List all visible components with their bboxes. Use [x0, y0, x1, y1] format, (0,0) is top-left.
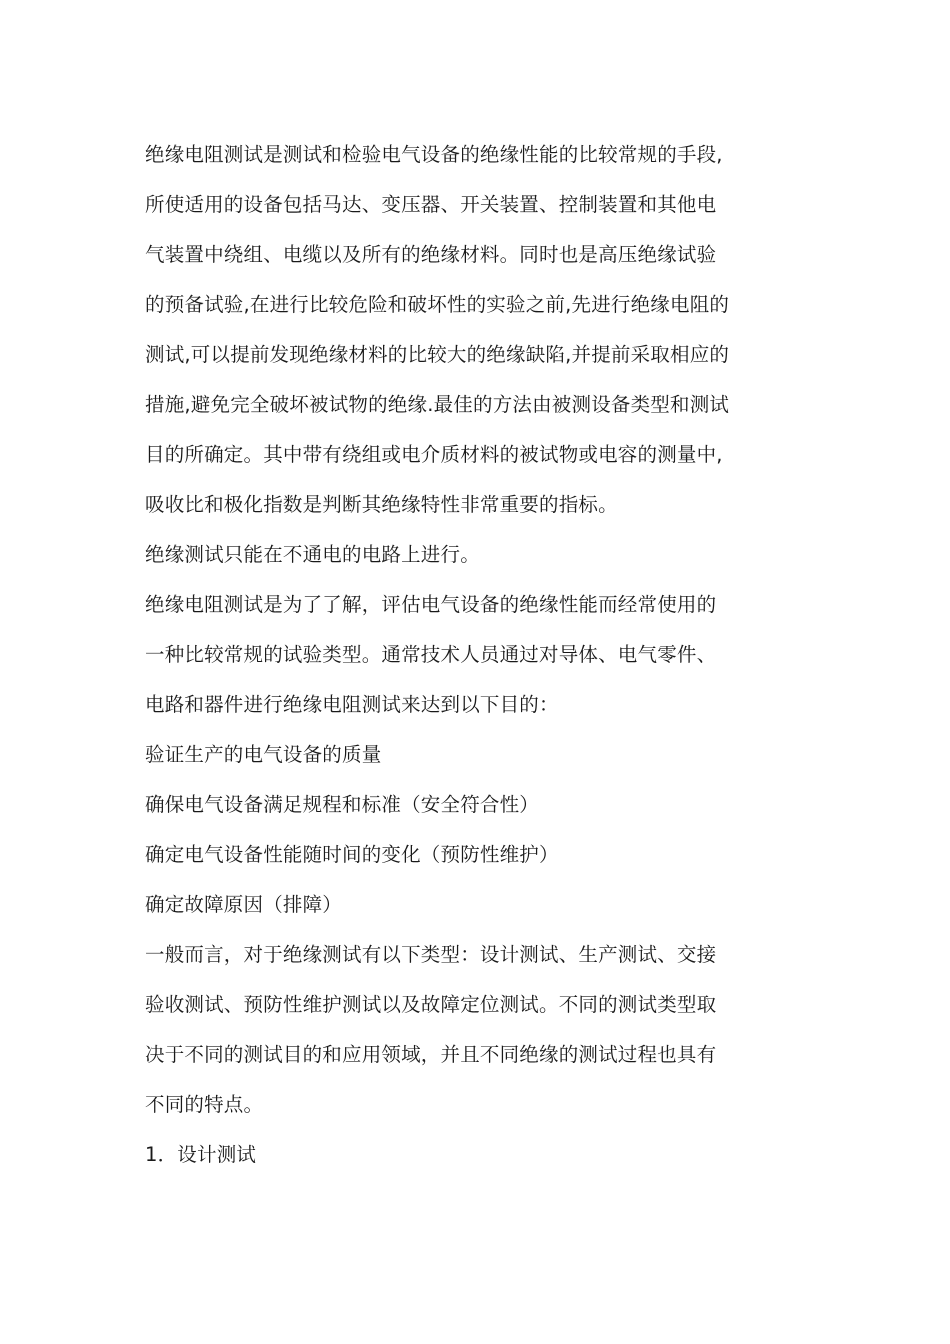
paragraph-test-types [145, 930, 810, 1130]
text-line: 1．设计测试 [145, 1143, 257, 1166]
text-line: 测试,可以提前发现绝缘材料的比较大的绝缘缺陷,并提前采取相应的 [145, 343, 730, 366]
text-line: 一种比较常规的试验类型。通常技术人员通过对导体、电气零件、 [145, 643, 717, 666]
text-line: 不同的特点。 [145, 1093, 264, 1116]
purpose-item [145, 730, 810, 780]
paragraph-intro [145, 130, 810, 530]
text-line: 气装置中绕组、电缆以及所有的绝缘材料。同时也是高压绝缘试验 [145, 243, 717, 266]
text-line: 目的所确定。其中带有绕组或电介质材料的被试物或电容的测量中, [145, 443, 723, 466]
text-line: 验收测试、预防性维护测试以及故障定位测试。不同的测试类型取 [145, 993, 717, 1016]
purpose-item [145, 880, 810, 930]
purpose-item [145, 830, 810, 880]
text-line: 验证生产的电气设备的质量 [145, 743, 382, 766]
text-line: 措施,避免完全破坏被试物的绝缘.最佳的方法由被测设备类型和测试 [145, 393, 730, 416]
document-body [145, 130, 810, 1180]
text-line: 确保电气设备满足规程和标准（安全符合性） [145, 793, 540, 816]
text-line: 绝缘电阻测试是为了了解，评估电气设备的绝缘性能而经常使用的 [145, 593, 717, 616]
purpose-item [145, 780, 810, 830]
paragraph-purpose [145, 580, 810, 730]
text-line: 一般而言，对于绝缘测试有以下类型：设计测试、生产测试、交接 [145, 943, 717, 966]
text-line: 绝缘电阻测试是测试和检验电气设备的绝缘性能的比较常规的手段, [145, 143, 723, 166]
text-line: 的预备试验,在进行比较危险和破坏性的实验之前,先进行绝缘电阻的 [145, 293, 730, 316]
text-line: 确定故障原因（排障） [145, 893, 343, 916]
text-line: 所使适用的设备包括马达、变压器、开关装置、控制装置和其他电 [145, 193, 717, 216]
paragraph-note [145, 530, 810, 580]
section-heading [145, 1130, 810, 1180]
text-line: 电路和器件进行绝缘电阻测试来达到以下目的： [145, 693, 559, 716]
text-line: 吸收比和极化指数是判断其绝缘特性非常重要的指标。 [145, 493, 618, 516]
text-line: 绝缘测试只能在不通电的电路上进行。 [145, 543, 480, 566]
text-line: 确定电气设备性能随时间的变化（预防性维护） [145, 843, 559, 866]
text-line: 决于不同的测试目的和应用领域，并且不同绝缘的测试过程也具有 [145, 1043, 717, 1066]
